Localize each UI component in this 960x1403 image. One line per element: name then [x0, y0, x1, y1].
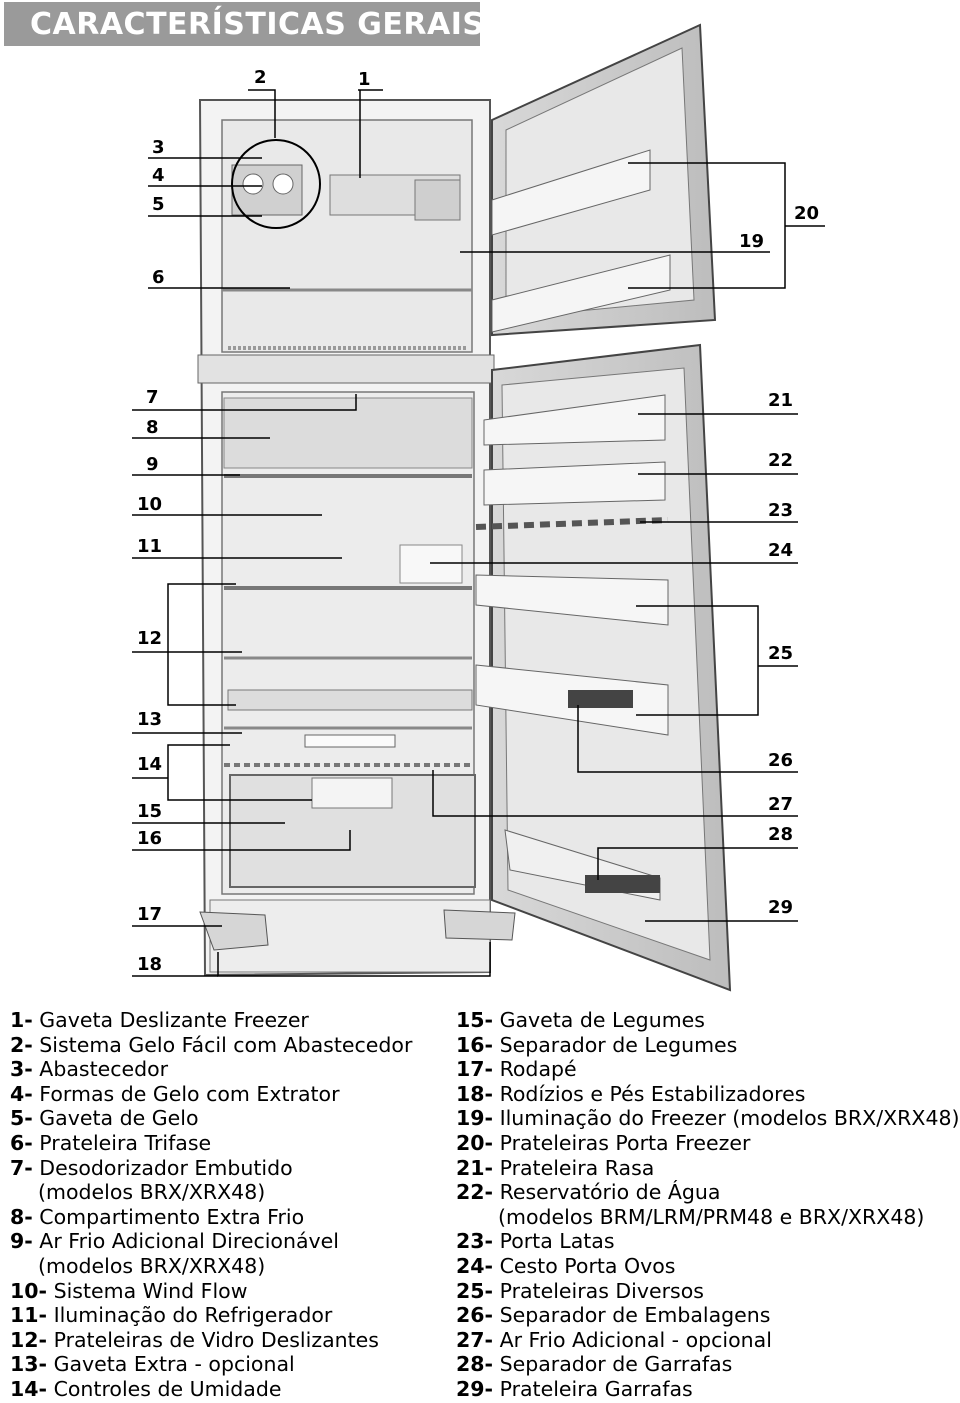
- legend-continuation: (modelos BRM/LRM/PRM48 e BRX/XRX48): [498, 1204, 925, 1229]
- callout-3: 3: [152, 137, 165, 158]
- legend-number: 15-: [456, 1008, 494, 1032]
- callout-12: 12: [137, 628, 163, 649]
- legend-number: 27-: [456, 1327, 494, 1352]
- legend-number: 8-: [10, 1204, 33, 1229]
- legend-text: Controles de Umidade: [47, 1376, 282, 1401]
- legend-text: Formas de Gelo com Extrator: [32, 1081, 340, 1106]
- legend-number: 24-: [456, 1253, 494, 1278]
- legend-number: 20-: [456, 1130, 494, 1155]
- legend-item: [10, 1279, 412, 1304]
- callout-20: 20: [794, 203, 820, 224]
- legend-text: Sistema Wind Flow: [47, 1278, 248, 1303]
- callout-6: 6: [152, 267, 165, 288]
- legend-item: [10, 1303, 412, 1328]
- legend-number: 1-: [10, 1008, 33, 1032]
- legend-number: 7-: [10, 1155, 33, 1180]
- legend-item: [10, 1106, 412, 1131]
- legend-text: Prateleiras de Vidro Deslizantes: [47, 1327, 379, 1352]
- legend-number: 5-: [10, 1106, 33, 1131]
- callout-1: 1: [358, 69, 371, 90]
- page-title: CARACTERÍSTICAS GERAIS: [30, 7, 485, 42]
- callout-23: 23: [768, 500, 794, 521]
- legend-number: 4-: [10, 1081, 33, 1106]
- legend-text: Separador de Garrafas: [493, 1352, 733, 1377]
- legend-number: 23-: [456, 1229, 494, 1254]
- legend-text: Prateleira Rasa: [493, 1155, 655, 1180]
- legend-item: [10, 1057, 412, 1082]
- legend-item: [10, 1328, 412, 1353]
- legend-text: Rodapé: [493, 1057, 577, 1082]
- legend-text: Iluminação do Refrigerador: [47, 1303, 333, 1328]
- legend-item: [456, 1254, 960, 1279]
- callout-28: 28: [768, 824, 794, 845]
- legend-item: [10, 1033, 412, 1058]
- legend-item: [456, 1328, 960, 1353]
- legend-item: [456, 1033, 960, 1058]
- legend-item: [10, 1008, 412, 1033]
- callout-21: 21: [768, 390, 794, 411]
- legend-number: 26-: [456, 1303, 494, 1328]
- callout-16: 16: [137, 828, 163, 849]
- legend-text: Gaveta Extra - opcional: [47, 1352, 295, 1377]
- legend-item: [10, 1082, 412, 1107]
- legend-number: 2-: [10, 1032, 33, 1057]
- legend-item: [10, 1205, 412, 1230]
- legend-number: 17-: [456, 1057, 494, 1082]
- callout-26: 26: [768, 750, 794, 771]
- callout-10: 10: [137, 494, 163, 515]
- legend-item: [456, 1008, 960, 1033]
- callout-17: 17: [137, 904, 163, 925]
- legend-text: Separador de Embalagens: [493, 1303, 771, 1328]
- legend-item: [456, 1057, 960, 1082]
- legend-text: Reservatório de Água: [493, 1180, 721, 1205]
- legend-number: 29-: [456, 1376, 494, 1401]
- legend-text: Gaveta de Legumes: [493, 1008, 705, 1032]
- legend-item: [456, 1279, 960, 1304]
- legend-text: Ar Frio Adicional Direcionável: [32, 1229, 339, 1254]
- callout-25: 25: [768, 643, 794, 664]
- legend-item: [10, 1377, 412, 1402]
- legend-text: Cesto Porta Ovos: [493, 1253, 676, 1278]
- legend-text: Abastecedor: [32, 1057, 169, 1082]
- legend-item: [10, 1156, 412, 1181]
- legend-item: [10, 1131, 412, 1156]
- callout-24: 24: [768, 540, 794, 561]
- callout-22: 22: [768, 450, 794, 471]
- legend-item: [456, 1377, 960, 1402]
- legend-number: 16-: [456, 1032, 494, 1057]
- legend-text: Gaveta Deslizante Freezer: [32, 1008, 309, 1032]
- legend-text: Gaveta de Gelo: [32, 1106, 199, 1131]
- legend-number: 12-: [10, 1327, 48, 1352]
- legend-text: Prateleira Trifase: [32, 1130, 212, 1155]
- legend-text: Prateleira Garrafas: [493, 1376, 693, 1401]
- legend-item: [456, 1131, 960, 1156]
- legend-number: 11-: [10, 1303, 48, 1328]
- legend-item: [456, 1303, 960, 1328]
- legend-number: 13-: [10, 1352, 48, 1377]
- callout-14: 14: [137, 754, 163, 775]
- legend-text: Ar Frio Adicional - opcional: [493, 1327, 772, 1352]
- legend-item: [456, 1156, 960, 1181]
- callout-8: 8: [146, 417, 159, 438]
- legend-item: [10, 1352, 412, 1377]
- legend-number: 21-: [456, 1155, 494, 1180]
- legend-text: Sistema Gelo Fácil com Abastecedor: [32, 1032, 413, 1057]
- callout-13: 13: [137, 709, 163, 730]
- legend-number: 10-: [10, 1278, 48, 1303]
- legend-text: Separador de Legumes: [493, 1032, 738, 1057]
- callout-27: 27: [768, 794, 794, 815]
- callout-4: 4: [152, 165, 165, 186]
- legend-item: [456, 1180, 960, 1205]
- callout-11: 11: [137, 536, 163, 557]
- legend-number: 19-: [456, 1106, 494, 1131]
- legend-number: 28-: [456, 1352, 494, 1377]
- legend-number: 6-: [10, 1130, 33, 1155]
- callout-9: 9: [146, 454, 159, 475]
- legend-number: 22-: [456, 1180, 494, 1205]
- callout-18: 18: [137, 954, 163, 975]
- legend-item: [10, 1229, 412, 1254]
- legend-continuation: (modelos BRX/XRX48): [38, 1180, 266, 1205]
- legend-text: Porta Latas: [493, 1229, 615, 1254]
- callout-19: 19: [739, 231, 765, 252]
- legend-text: Prateleiras Diversos: [493, 1278, 704, 1303]
- callout-7: 7: [146, 387, 159, 408]
- legend-item: [456, 1229, 960, 1254]
- legend-text: Compartimento Extra Frio: [32, 1204, 305, 1229]
- legend-text: Prateleiras Porta Freezer: [493, 1130, 751, 1155]
- callout-29: 29: [768, 897, 794, 918]
- legend-number: 25-: [456, 1278, 494, 1303]
- legend-number: 3-: [10, 1057, 33, 1082]
- legend-text: Rodízios e Pés Estabilizadores: [493, 1081, 806, 1106]
- legend-left: [10, 1008, 412, 1402]
- legend-number: 18-: [456, 1081, 494, 1106]
- legend-number: 9-: [10, 1229, 33, 1254]
- legend-item: [456, 1106, 960, 1131]
- legend-item: [456, 1352, 960, 1377]
- legend-text: Iluminação do Freezer (modelos BRX/XRX48): [493, 1106, 960, 1131]
- callout-2: 2: [254, 67, 267, 88]
- legend-number: 14-: [10, 1376, 48, 1401]
- legend-text: Desodorizador Embutido: [32, 1155, 293, 1180]
- legend-right: [456, 1008, 960, 1402]
- callout-5: 5: [152, 194, 165, 215]
- legend-continuation: (modelos BRX/XRX48): [38, 1253, 266, 1278]
- callout-15: 15: [137, 801, 163, 822]
- legend-item: [456, 1082, 960, 1107]
